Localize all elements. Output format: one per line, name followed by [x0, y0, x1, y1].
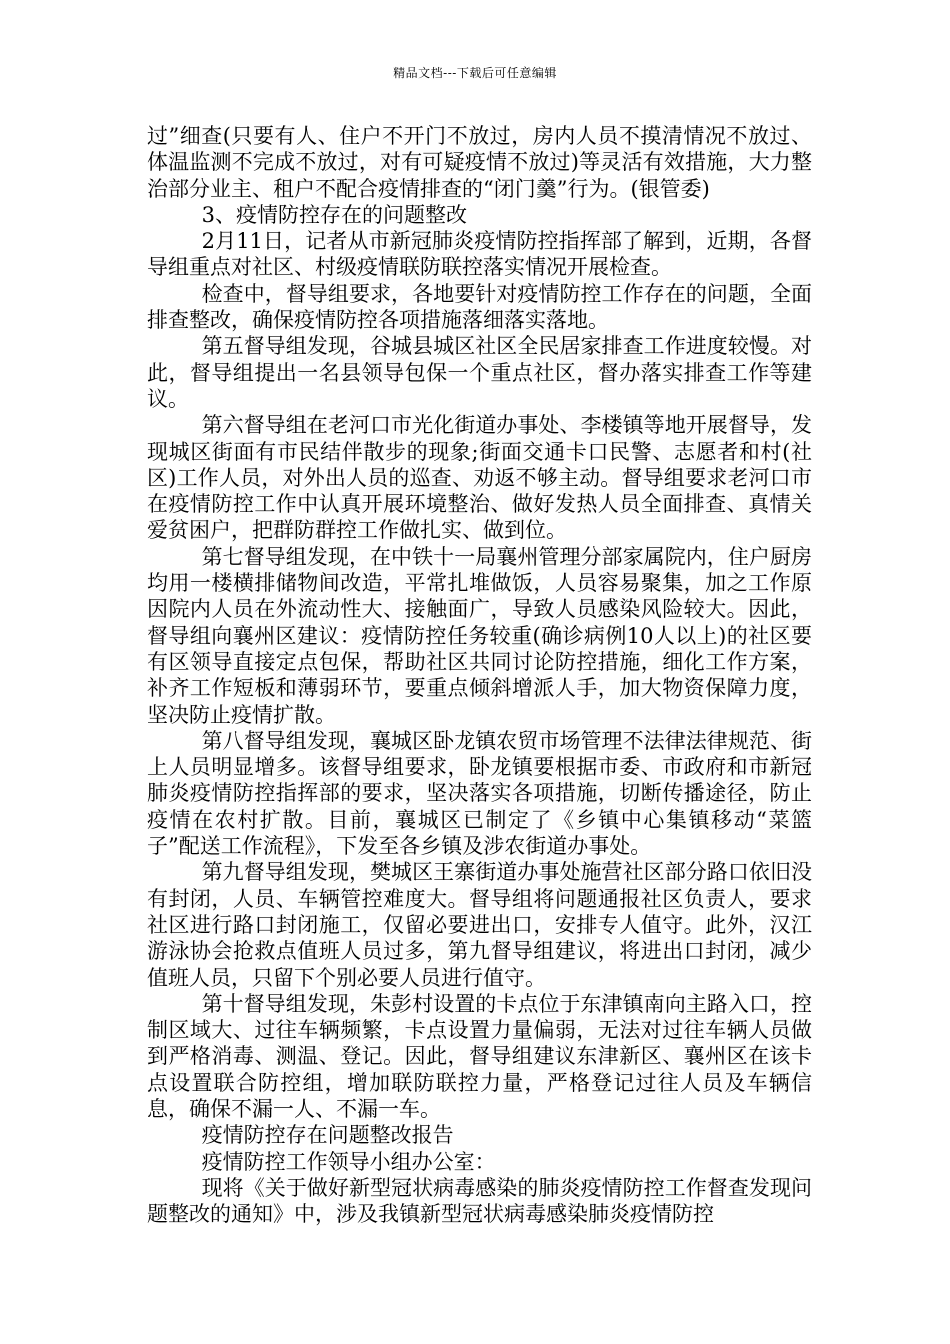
document-body — [147, 123, 812, 1227]
paragraph-10: 第十督导组发现，朱彭村设置的卡点位于东津镇南向主路入口，控制区域大、过往车辆频繁，卡点设置力量偏弱，无法对过往车辆人员做到严格消毒、测温、登记。因此，督导组建议东津新区、襄州区在该卡点设置联合防控组，增加联防联控力量，严格登记过往人员及车辆信息，确保不漏一人、不漏一车。 — [147, 991, 812, 1121]
paragraph-9: 第九督导组发现，樊城区王寨街道办事处施营社区部分路口依旧没有封闭，人员、车辆管控难度大。督导组将问题通报社区负责人，要求社区进行路口封闭施工，仅留必要进出口，安排专人值守。此外，汉江游泳协会抢救点值班人员过多，第九督导组建议，将进出口封闭，减少值班人员，只留下个别必要人员进行值守。 — [147, 860, 812, 990]
paragraph-7: 第七督导组发现，在中铁十一局襄州管理分部家属院内，住户厨房均用一楼横排储物间改造，平常扎堆做饭，人员容易聚集，加之工作原因院内人员在外流动性大、接触面广，导致人员感染风险较大。因此，督导组向襄州区建议：疫情防控任务较重(确诊病例10人以上)的社区要有区领导直接定点包保，帮助社区共同讨论防控措施，细化工作方案，补齐工作短板和薄弱环节，要重点倾斜增派人手，加大物资保障力度，坚决防止疫情扩散。 — [147, 544, 812, 727]
report-salutation: 疫情防控工作领导小组办公室： — [201, 1149, 496, 1174]
report-paragraph: 现将《关于做好新型冠状病毒感染的肺炎疫情防控工作督查发现问题整改的通知》中，涉及我镇新型冠状病毒感染肺炎疫情防控 — [147, 1175, 812, 1227]
paragraph-8: 第八督导组发现，襄城区卧龙镇农贸市场管理不法律法律规范、街上人员明显增多。该督导组要求，卧龙镇要根据市委、市政府和市新冠肺炎疫情防控指挥部的要求，坚决落实各项措施，切断传播途径，防止疫情在农村扩散。目前，襄城区已制定了《乡镇中心集镇移动“菜篮子”配送工作流程》，下发至各乡镇及涉农街道办事处。 — [147, 728, 812, 859]
paragraph-4: 检查中，督导组要求，各地要针对疫情防控工作存在的问题，全面排查整改，确保疫情防控各项措施落细落实落地。 — [147, 281, 812, 333]
paragraph-6: 第六督导组在老河口市光化街道办事处、李楼镇等地开展督导，发现城区街面有市民结伴散步的现象;街面交通卡口民警、志愿者和村(社区)工作人员，对外出人员的巡查、劝返不够主动。督导组要求老河口市在疫情防控工作中认真开展环境整治、做好发热人员全面排查、真情关爱贫困户，把群防群控工作做扎实、做到位。 — [147, 413, 812, 543]
paragraph-1: 过”细查(只要有人、住户不开门不放过，房内人员不摸清情况不放过、体温监测不完成不放过，对有可疑疫情不放过)等灵活有效措施，大力整治部分业主、租户不配合疫情排查的“闭门羹”行为。(银管委) — [147, 124, 812, 201]
paragraph-5: 第五督导组发现，谷城县城区社区全民居家排查工作进度较慢。对此，督导组提出一名县领导包保一个重点社区，督办落实排查工作等建议。 — [147, 334, 812, 411]
page-header: 精品文档---下载后可任意编辑 — [393, 66, 557, 80]
section-heading: 3、疫情防控存在的问题整改 — [201, 202, 467, 227]
report-title: 疫情防控存在问题整改报告 — [201, 1123, 454, 1148]
paragraph-3: 2月11日，记者从市新冠肺炎疫情防控指挥部了解到，近期，各督导组重点对社区、村级疫情联防联控落实情况开展检查。 — [147, 229, 812, 280]
